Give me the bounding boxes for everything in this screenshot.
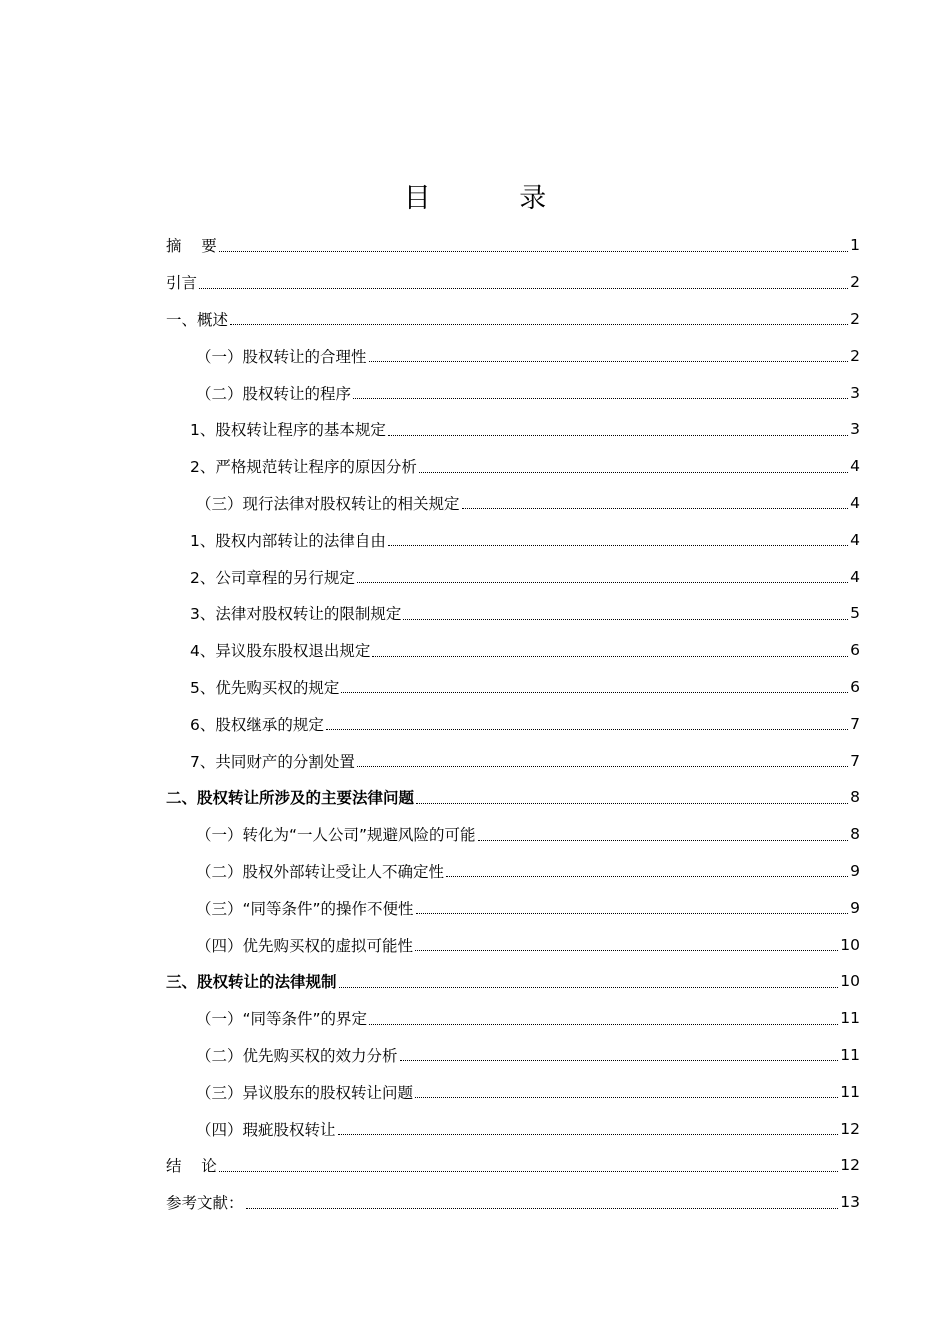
dot-leader	[478, 824, 849, 841]
dot-leader	[219, 235, 848, 252]
dot-leader	[219, 1155, 839, 1172]
toc-entry[interactable]	[166, 558, 860, 595]
dot-leader	[199, 272, 848, 289]
toc-entry-page-number: 2	[850, 309, 860, 328]
toc-entry-title: 6、股权继承的规定	[190, 715, 324, 734]
toc-entry[interactable]	[166, 411, 860, 448]
toc-entry[interactable]	[166, 926, 860, 963]
toc-entry-title: （四）瑕疵股权转让	[196, 1120, 336, 1139]
toc-entry-title: 二、股权转让所涉及的主要法律问题	[166, 789, 415, 808]
toc-entry[interactable]	[166, 521, 860, 558]
toc-entry[interactable]	[166, 374, 860, 411]
toc-entry[interactable]	[166, 485, 860, 522]
dot-leader	[416, 787, 848, 804]
toc-entry-page-number: 1	[850, 236, 860, 255]
toc-entry-title: 3、法律对股权转让的限制规定	[190, 605, 402, 624]
toc-entry[interactable]	[166, 448, 860, 485]
toc-entry-title: （二）股权外部转让受让人不确定性	[196, 862, 445, 881]
toc-entry[interactable]	[166, 632, 860, 669]
toc-entry-page-number: 5	[850, 604, 860, 623]
toc-entry[interactable]	[166, 1000, 860, 1037]
toc-entry-title: （三）“同等条件”的操作不便性	[196, 899, 414, 918]
toc-entry-page-number: 12	[840, 1156, 860, 1175]
toc-entry-title: 4、异议股东股权退出规定	[190, 642, 371, 661]
toc-entry-title: （三）异议股东的股权转让问题	[196, 1083, 414, 1102]
toc-entry-title: 引言	[166, 274, 198, 293]
toc-entry-page-number: 12	[840, 1119, 860, 1138]
toc-entry[interactable]	[166, 1037, 860, 1074]
dot-leader	[388, 529, 848, 546]
toc-entry[interactable]	[166, 1147, 860, 1184]
toc-entry-title: 参考文献：	[166, 1194, 244, 1213]
toc-entry-page-number: 3	[850, 383, 860, 402]
toc-entry-title: 2、严格规范转让程序的原因分析	[190, 458, 417, 477]
toc-entry-title: 1、股权内部转让的法律自由	[190, 531, 386, 550]
toc-entry-page-number: 2	[850, 346, 860, 365]
toc-entry-page-number: 6	[850, 641, 860, 660]
dot-leader	[462, 492, 849, 509]
toc-entry-title: （一）股权转让的合理性	[196, 347, 367, 366]
dot-leader	[388, 419, 848, 436]
toc-entry-page-number: 9	[850, 861, 860, 880]
dot-leader	[339, 971, 839, 988]
toc-list	[166, 227, 860, 1221]
toc-entry-page-number: 11	[840, 1009, 860, 1028]
dot-leader	[357, 750, 848, 767]
dot-leader	[353, 382, 848, 399]
toc-entry[interactable]	[166, 705, 860, 742]
toc-entry[interactable]	[166, 742, 860, 779]
toc-entry-title: 7、共同财产的分割处置	[190, 752, 355, 771]
dot-leader	[416, 897, 849, 914]
toc-entry[interactable]	[166, 963, 860, 1000]
toc-entry[interactable]	[166, 595, 860, 632]
dot-leader	[446, 860, 848, 877]
toc-entry-page-number: 3	[850, 420, 860, 439]
toc-entry[interactable]	[166, 227, 860, 264]
dot-leader	[341, 676, 848, 693]
dot-leader	[369, 345, 849, 362]
toc-entry-page-number: 2	[850, 273, 860, 292]
toc-entry[interactable]	[166, 669, 860, 706]
toc-entry-title: 2、公司章程的另行规定	[190, 568, 355, 587]
toc-entry[interactable]	[166, 889, 860, 926]
toc-entry-title: 1、股权转让程序的基本规定	[190, 421, 386, 440]
dot-leader	[357, 566, 848, 583]
toc-entry-title: （四）优先购买权的虚拟可能性	[196, 936, 414, 955]
dot-leader	[369, 1008, 838, 1025]
toc-entry-page-number: 4	[850, 493, 860, 512]
toc-entry-page-number: 9	[850, 898, 860, 917]
toc-entry[interactable]	[166, 816, 860, 853]
toc-entry-page-number: 7	[850, 751, 860, 770]
toc-entry[interactable]	[166, 264, 860, 301]
toc-entry-title: （二）优先购买权的效力分析	[196, 1046, 398, 1065]
dot-leader	[400, 1044, 839, 1061]
toc-entry-page-number: 11	[840, 1082, 860, 1101]
toc-entry-page-number: 8	[850, 825, 860, 844]
toc-entry-page-number: 8	[850, 788, 860, 807]
toc-entry-page-number: 4	[850, 457, 860, 476]
toc-title: 目 录	[403, 183, 587, 215]
dot-leader	[230, 308, 848, 325]
toc-entry-page-number: 13	[840, 1193, 860, 1212]
toc-entry-page-number: 10	[840, 935, 860, 954]
toc-entry-page-number: 4	[850, 567, 860, 586]
toc-entry-title: 结 论	[166, 1157, 217, 1176]
dot-leader	[326, 713, 848, 730]
toc-entry[interactable]	[166, 779, 860, 816]
dot-leader	[419, 456, 848, 473]
toc-entry[interactable]	[166, 853, 860, 890]
toc-entry-title: 三、股权转让的法律规制	[166, 973, 337, 992]
toc-entry-title: （一）转化为“一人公司”规避风险的可能	[196, 826, 476, 845]
toc-entry[interactable]	[166, 1184, 860, 1221]
toc-entry-title: 5、优先购买权的规定	[190, 678, 340, 697]
toc-entry[interactable]	[166, 1110, 860, 1147]
toc-entry-page-number: 6	[850, 677, 860, 696]
toc-entry-page-number: 11	[840, 1045, 860, 1064]
toc-entry-page-number: 4	[850, 530, 860, 549]
toc-entry[interactable]	[166, 337, 860, 374]
toc-entry-title: 一、概述	[166, 310, 229, 329]
dot-leader	[415, 934, 838, 951]
dot-leader	[415, 1081, 838, 1098]
toc-entry-page-number: 7	[850, 714, 860, 733]
dot-leader	[372, 640, 848, 657]
toc-entry-title: （三）现行法律对股权转让的相关规定	[196, 494, 460, 513]
dot-leader	[338, 1118, 839, 1135]
toc-entry-page-number: 10	[840, 972, 860, 991]
toc-entry-title: （二）股权转让的程序	[196, 384, 352, 403]
toc-entry-title: 摘 要	[166, 237, 217, 256]
toc-entry-title: （一）“同等条件”的界定	[196, 1010, 368, 1029]
toc-entry[interactable]	[166, 1073, 860, 1110]
dot-leader	[246, 1192, 839, 1209]
toc-entry[interactable]	[166, 301, 860, 338]
dot-leader	[403, 603, 848, 620]
